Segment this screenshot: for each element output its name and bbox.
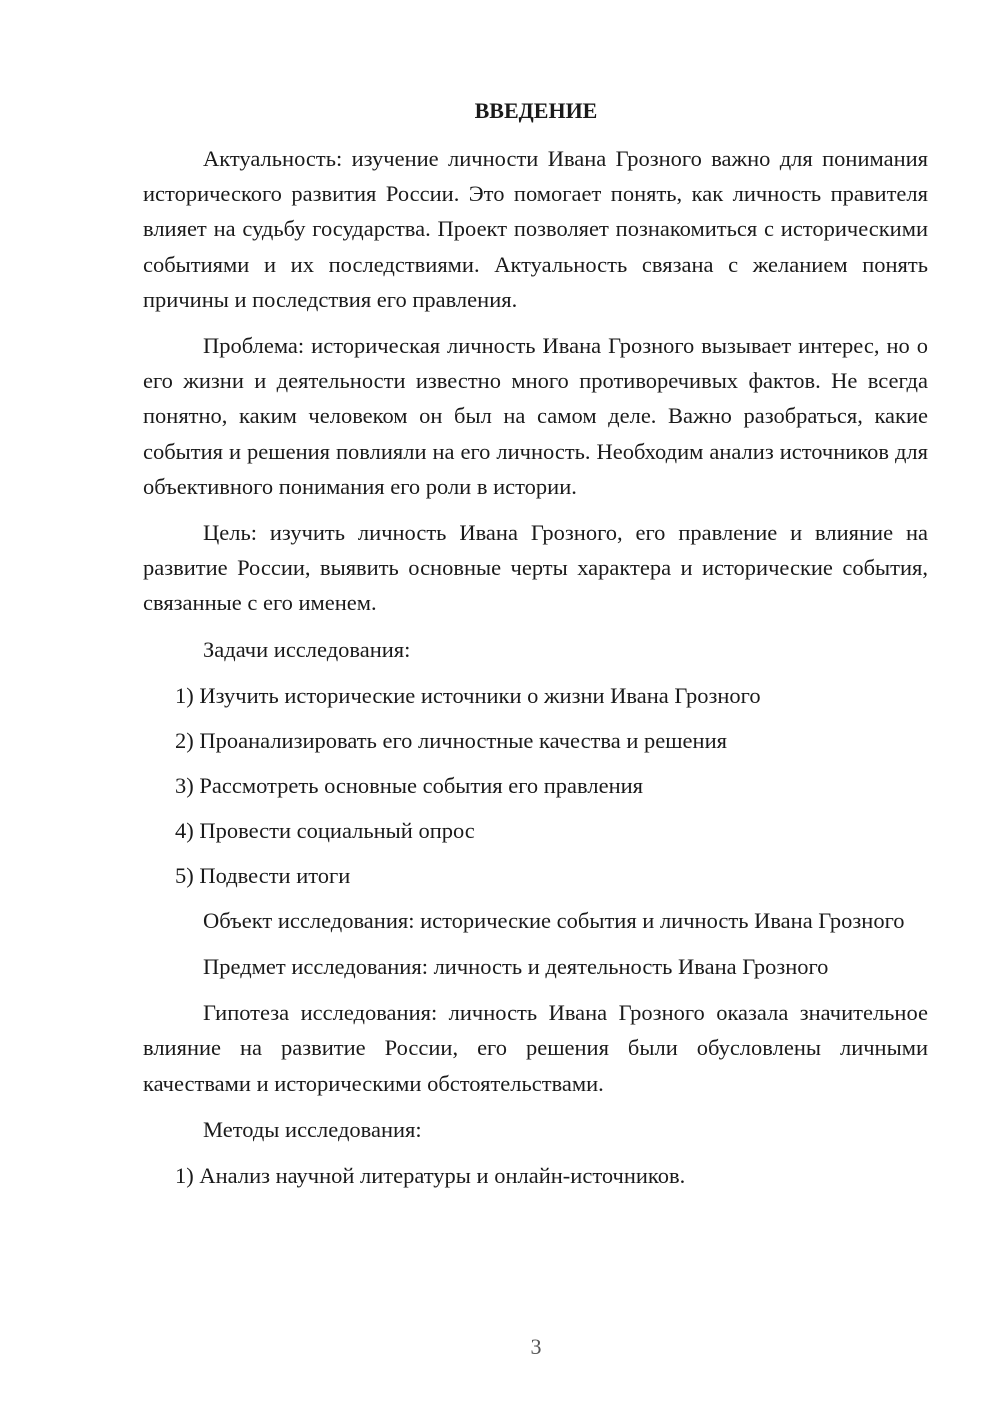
paragraph-relevance: Актуальность: изучение личности Ивана Грозного важно для понимания исторического развития России. Это помогает понять, как личность правителя влияет на судьбу государства. Проект позволяет познакомиться с историческими событиями и их последствиями. Актуальность связана с желанием понять причины и последствия его правления. bbox=[143, 146, 928, 312]
list-item-task-2: 2) Проанализировать его личностные качества и решения bbox=[175, 727, 727, 753]
document-body bbox=[143, 141, 928, 1203]
page-title: ВВЕДЕНИЕ bbox=[474, 98, 598, 123]
paragraph-problem: Проблема: историческая личность Ивана Грозного вызывает интерес, но о его жизни и деятельности известно много противоречивых фактов. Не всегда понятно, каким человеком он был на самом деле. Важно разобраться, какие события и решения повлияли на его личность. Необходим анализ источников для объективного понимания его роли в истории. bbox=[143, 333, 928, 499]
paragraph-subject: Предмет исследования: личность и деятельность Ивана Грозного bbox=[203, 954, 829, 980]
methods-list bbox=[143, 1158, 928, 1193]
tasks-heading: Задачи исследования: bbox=[203, 636, 411, 662]
tasks-list bbox=[143, 678, 928, 893]
methods-heading: Методы исследования: bbox=[203, 1116, 422, 1142]
paragraph-hypothesis: Гипотеза исследования: личность Ивана Грозного оказала значительное влияние на развитие России, его решения были обусловлены личными качествами и историческими обстоятельствами. bbox=[143, 1000, 928, 1096]
list-item-task-3: 3) Рассмотреть основные события его правления bbox=[175, 772, 644, 798]
paragraph-object: Объект исследования: исторические события и личность Ивана Грозного bbox=[203, 907, 905, 933]
list-item-task-1: 1) Изучить исторические источники о жизни Ивана Грозного bbox=[175, 682, 761, 708]
list-item-method-1: 1) Анализ научной литературы и онлайн-источников. bbox=[175, 1163, 686, 1189]
paragraph-goal: Цель: изучить личность Ивана Грозного, его правление и влияние на развитие России, выявить основные черты характера и исторические события, связанные с его именем. bbox=[143, 520, 928, 616]
list-item-task-4: 4) Провести социальный опрос bbox=[175, 817, 475, 843]
page-number: 3 bbox=[530, 1334, 542, 1359]
list-item-task-5: 5) Подвести итоги bbox=[175, 862, 351, 888]
